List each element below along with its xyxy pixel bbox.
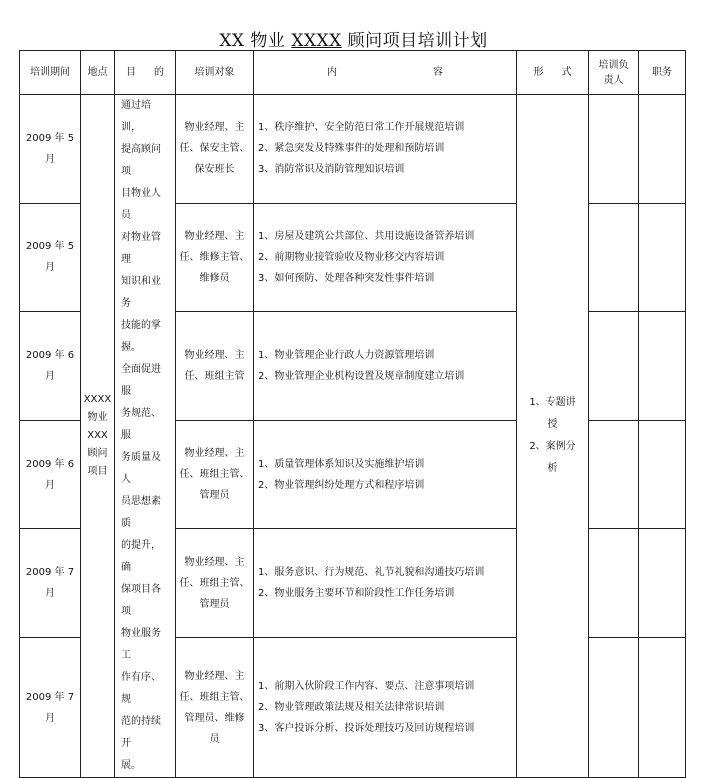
cell-line: 析 <box>547 463 558 474</box>
cell-line: 任、班组主管、 <box>179 469 250 481</box>
header-position: 职务 <box>639 51 686 95</box>
cell-line: 员思想素质 <box>121 496 161 529</box>
position-cell <box>639 529 686 638</box>
header-period: 培训期间 <box>20 51 81 95</box>
period-cell: 2009 年 7 月 <box>20 529 81 638</box>
target-cell <box>176 95 254 204</box>
owner-cell <box>589 203 639 312</box>
cell-line: 任、维修主管、 <box>179 251 250 263</box>
cell-line: 1、物业管理企业行政人力资源管理培训 <box>258 350 435 362</box>
cell-line: 技能的掌握。 <box>121 320 161 353</box>
content-cell <box>254 638 517 778</box>
position-cell <box>639 638 686 778</box>
cell-line: 1、专题讲 <box>529 397 576 408</box>
header-form <box>517 51 589 95</box>
header-purpose <box>115 51 176 95</box>
cell-line: 员 <box>209 733 220 745</box>
owner-cell <box>589 312 639 421</box>
cell-line: 顾问 <box>87 448 108 459</box>
position-cell <box>639 203 686 312</box>
period-cell: 2009 年 5 月 <box>20 95 81 204</box>
cell-line: 物业经理、主 <box>184 556 245 568</box>
cell-line: 项目 <box>87 466 108 477</box>
target-cell <box>176 638 254 778</box>
title-underlined: XXXX <box>291 31 342 51</box>
cell-line: 作有序、规 <box>121 672 161 705</box>
title-suffix: 顾问项目培训计划 <box>341 31 488 51</box>
cell-line: 2、紧急突发及特殊事件的处理和预防培训 <box>258 143 445 155</box>
cell-line: 务规范、服 <box>121 408 161 441</box>
cell-line: XXXX <box>83 394 112 405</box>
header-purpose-a: 目 <box>126 67 136 78</box>
cell-line: 保安班长 <box>194 164 235 176</box>
cell-line: 物业经理、主 <box>184 670 245 682</box>
table-row <box>20 95 686 204</box>
cell-line: 管理员 <box>199 490 230 502</box>
cell-line: 3、如何预防、处理各种突发性事件培训 <box>258 272 435 284</box>
position-cell <box>639 420 686 529</box>
target-cell <box>176 420 254 529</box>
cell-line: 2、物业服务主要环节和阶段性工作任务培训 <box>258 588 455 600</box>
position-cell <box>639 95 686 204</box>
cell-line: 物业经理、主 <box>184 350 245 362</box>
title-prefix: XX 物业 <box>219 31 292 51</box>
header-form-b: 式 <box>561 67 572 78</box>
cell-line: 2、物业管理企业机构设置及规章制度建立培训 <box>258 371 465 383</box>
cell-line: 2、前期物业接管验收及物业移交内容培训 <box>258 251 445 263</box>
period-cell: 2009 年 5 月 <box>20 203 81 312</box>
cell-line: 2、案例分 <box>529 441 576 452</box>
position-cell <box>639 312 686 421</box>
cell-line: 管理员、维修 <box>184 712 245 724</box>
location-cell <box>81 95 115 778</box>
period-cell: 2009 年 6 月 <box>20 420 81 529</box>
cell-line: 1、质量管理体系知识及实施维护培训 <box>258 458 425 470</box>
header-row <box>20 51 686 95</box>
cell-line: 授 <box>547 419 558 430</box>
cell-line: 2、物业管理政策法规及相关法律常识培训 <box>258 702 445 714</box>
cell-line: 3、客户投诉分析、投诉处理技巧及回访规程培训 <box>258 723 475 735</box>
cell-line: 任、班组主管、 <box>179 691 250 703</box>
cell-line: 务质量及人 <box>121 452 161 485</box>
cell-line: 知识和业务 <box>121 276 161 309</box>
header-target: 培训对象 <box>176 51 254 95</box>
header-form-a: 形 <box>533 67 544 78</box>
cell-line: 维修员 <box>199 272 230 284</box>
owner-cell <box>589 95 639 204</box>
cell-line: 物业经理、主 <box>184 448 245 460</box>
cell-line: 全面促进服 <box>121 364 161 397</box>
header-content <box>254 51 517 95</box>
cell-line: 3、消防常识及消防管理知识培训 <box>258 164 405 176</box>
owner-cell <box>589 420 639 529</box>
period-cell: 2009 年 6 月 <box>20 312 81 421</box>
header-owner-line1: 培训负 <box>598 59 629 71</box>
cell-line: 保项目各项 <box>121 584 161 617</box>
cell-line: 通过培训， <box>121 100 151 133</box>
cell-line: 任、保安主管、 <box>179 143 250 155</box>
content-cell <box>254 312 517 421</box>
cell-line: 任、班组主管 <box>184 371 245 383</box>
cell-line: 1、前期入伙阶段工作内容、要点、注意事项培训 <box>258 681 475 693</box>
content-cell <box>254 95 517 204</box>
content-cell <box>254 420 517 529</box>
cell-line: 管理员 <box>199 598 230 610</box>
content-cell <box>254 529 517 638</box>
form-cell <box>517 95 589 778</box>
owner-cell <box>589 638 639 778</box>
target-cell <box>176 312 254 421</box>
cell-line: 对物业管理 <box>121 232 161 265</box>
cell-line: 2、物业管理纠纷处理方式和程序培训 <box>258 479 425 491</box>
cell-line: 1、房屋及建筑公共部位、共用设施设备管养培训 <box>258 230 475 242</box>
cell-line: 任、班组主管、 <box>179 577 250 589</box>
cell-line: 物业 <box>87 412 108 423</box>
cell-line: 物业服务工 <box>121 628 161 661</box>
cell-line: 物业经理、主 <box>184 230 245 242</box>
cell-line: 范的持续开 <box>121 716 161 749</box>
header-purpose-b: 的 <box>154 67 164 78</box>
page-title <box>0 26 707 51</box>
header-owner-line2: 责人 <box>603 74 624 86</box>
header-location: 地点 <box>81 51 115 95</box>
target-cell <box>176 529 254 638</box>
target-cell <box>176 203 254 312</box>
cell-line: 1、秩序维护、安全防范日常工作开展规范培训 <box>258 122 465 134</box>
header-content-a: 内 <box>327 67 337 78</box>
period-cell: 2009 年 7 月 <box>20 638 81 778</box>
cell-line: 展。 <box>121 760 141 771</box>
owner-cell <box>589 529 639 638</box>
header-content-b: 容 <box>433 67 443 78</box>
cell-line: 1、服务意识、行为规范、礼节礼貌和沟通技巧培训 <box>258 567 485 579</box>
cell-line: 提高顾问项 <box>121 144 161 177</box>
purpose-cell <box>115 95 176 778</box>
cell-line: 目物业人员 <box>121 188 161 221</box>
header-owner <box>589 51 639 95</box>
cell-line: 物业经理、主 <box>184 122 245 134</box>
cell-line: XXX <box>87 430 108 441</box>
content-cell <box>254 203 517 312</box>
training-plan-table <box>19 50 686 778</box>
cell-line: 的提升，确 <box>121 540 161 573</box>
